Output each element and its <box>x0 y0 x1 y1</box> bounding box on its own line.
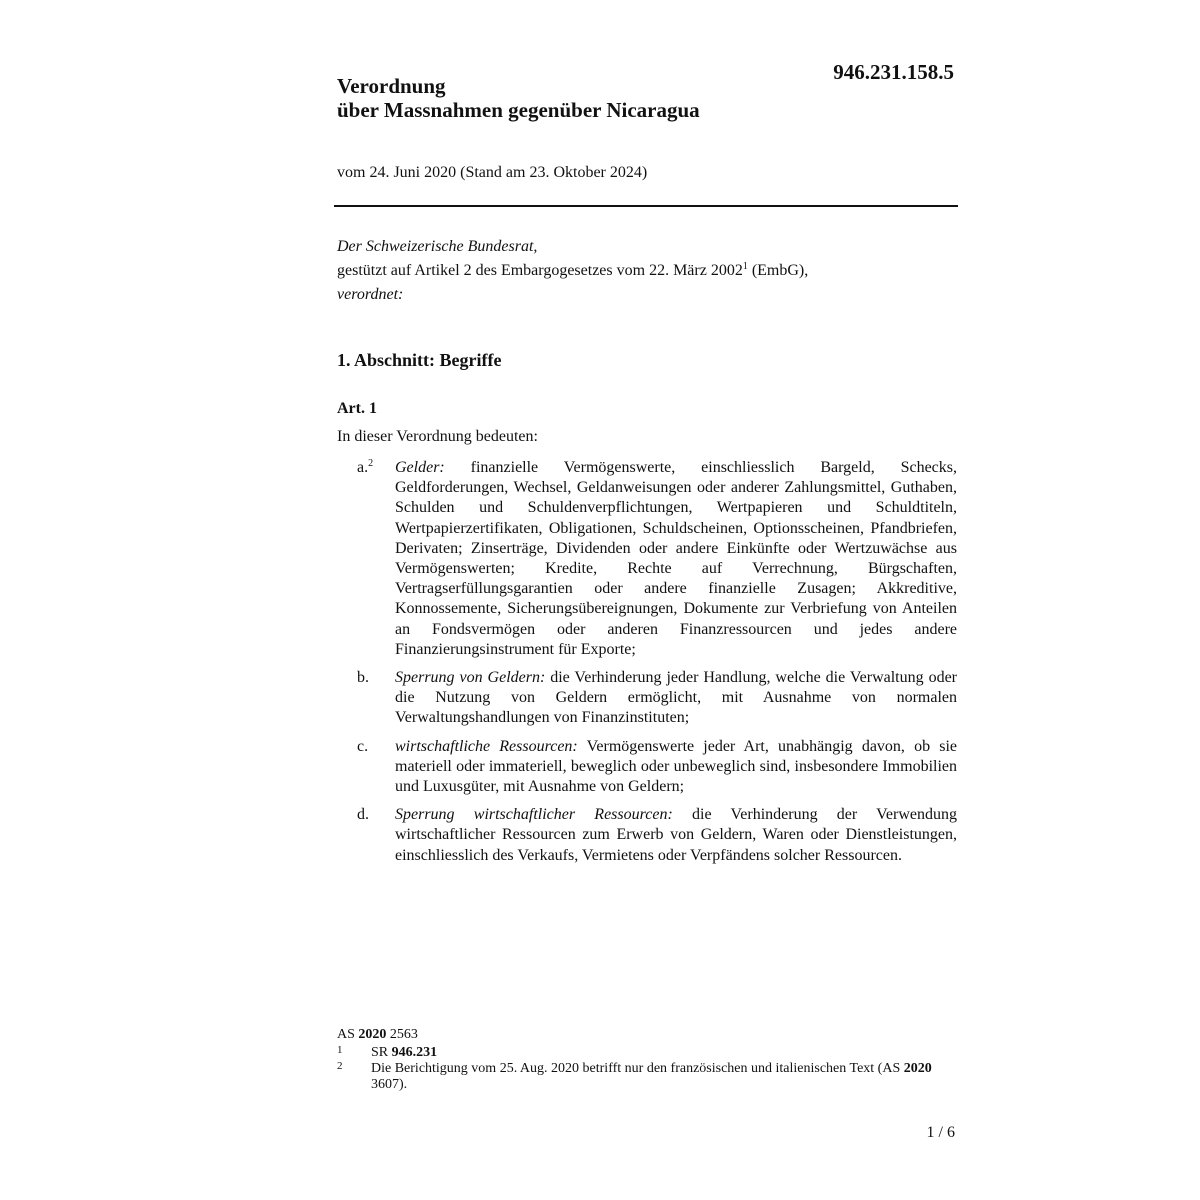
definition-marker: c. <box>357 737 369 755</box>
footnote-1-ref[interactable]: 946.231 <box>391 1045 438 1060</box>
header-divider <box>334 205 958 207</box>
definition-item <box>337 668 957 729</box>
definition-marker <box>357 458 373 478</box>
article-intro: In dieser Verordnung bedeuten: <box>337 428 538 445</box>
footnote-1-prefix: SR <box>371 1045 392 1060</box>
title-line-2: über Massnahmen gegenüber Nicaragua <box>337 98 700 122</box>
preamble-basis <box>337 259 957 283</box>
definition-term: Gelder: <box>395 459 445 476</box>
as-year: 2020 <box>358 1027 387 1042</box>
preamble-decree: verordnet: <box>337 286 404 303</box>
definition-item <box>337 805 957 866</box>
definition-body: Vermögenswerte jeder Art, unabhängig davon, ob sie materiell oder immateriell, beweglich oder unbeweglich sind, insbesondere Immobilien und Luxusgüter, mit Ausnahme von Geldern; <box>395 737 958 796</box>
footnote-2-year: 2020 <box>903 1061 932 1076</box>
definition-text <box>395 805 957 866</box>
definition-item <box>337 737 957 798</box>
footnote-ref-2[interactable]: 2 <box>368 458 374 469</box>
footnotes <box>337 1027 957 1093</box>
footnote-ref-1[interactable]: 1 <box>742 261 748 272</box>
definition-marker: d. <box>357 806 369 824</box>
definition-text <box>395 737 957 798</box>
as-page: 2563 <box>386 1027 418 1042</box>
official-compilation-ref <box>337 1027 957 1043</box>
date-line: vom 24. Juni 2020 (Stand am 23. Oktober 2024) <box>337 164 648 181</box>
definition-body: die Verhinderung der Verwendung wirtschaftlicher Ressourcen zum Erwerb von Geldern, Waren oder Dienstleistungen, einschliesslich des Verkaufs, Vermietens oder Verpfändens solcher Ressourcen. <box>395 806 957 864</box>
preamble-authority: Der Schweizerische Bundesrat, <box>337 238 538 255</box>
footnote-2-text: Die Berichtigung vom 25. Aug. 2020 betrifft nur den französischen und italienischen Text (AS <box>371 1061 904 1076</box>
footnote-number: 2 <box>337 1060 343 1072</box>
section-title: 1. Abschnitt: Begriffe <box>337 350 502 370</box>
footnote-1 <box>337 1045 957 1061</box>
definition-term: wirtschaftliche Ressourcen: <box>395 737 578 755</box>
marker-label: a. <box>357 459 369 476</box>
page-number: 1 / 6 <box>926 1124 955 1141</box>
as-prefix: AS <box>337 1027 359 1042</box>
definition-term: Sperrung von Geldern: <box>395 669 546 687</box>
article-title: Art. 1 <box>337 400 377 417</box>
footnote-number: 1 <box>337 1044 343 1056</box>
definition-text <box>395 668 957 729</box>
title-line-1: Verordnung <box>337 74 446 98</box>
preamble <box>337 235 957 307</box>
definition-term: Sperrung wirtschaftlicher Ressourcen: <box>395 806 673 824</box>
definition-marker: b. <box>357 669 369 687</box>
footnote-2 <box>337 1061 957 1093</box>
preamble-basis-text: gestützt auf Artikel 2 des Embargogesetzes vom 22. März 2002 <box>337 262 743 279</box>
definitions-list <box>337 458 957 874</box>
document-title <box>337 74 857 122</box>
footnote-2-suffix: 3607). <box>371 1077 408 1092</box>
definition-body: finanzielle Vermögenswerte, einschliesslich Bargeld, Schecks, Geldforderungen, Wechsel, Geldanweisungen oder anderer Zahlungsmittel, Guthaben, Schulden und Schuldenverpflichtungen, Wertpapieren und Schuldtiteln, Wertpapierzertifikaten, Obligationen, Schuldscheinen, Optionsscheinen, Pfandbriefen, Derivaten; Zinserträge, Dividenden oder andere Einkünfte oder Wertzuwächse aus Vermögenswerten; Kredite, Rechte auf Verrechnung, Bürgschaften, Vertragserfüllungsgarantien oder andere finanzielle Zusagen; Akkreditive, Konnossemente, Sicherungsübereignungen, Dokumente zur Verbriefung von Anteilen an Fondsvermögen oder anderen Finanzressourcen und jedes andere Finanzierungsinstrument für Exporte; <box>395 459 957 658</box>
definition-text <box>395 458 957 660</box>
preamble-basis-suffix: (EmbG), <box>747 262 809 279</box>
definition-item <box>337 458 957 660</box>
definition-body: die Verhinderung jeder Handlung, welche die Verwaltung oder die Nutzung von Geldern ermöglicht, mit Ausnahme von normalen Verwaltungshandlungen von Finanzinstituten; <box>395 669 957 727</box>
sr-number: 946.231.158.5 <box>833 60 954 84</box>
